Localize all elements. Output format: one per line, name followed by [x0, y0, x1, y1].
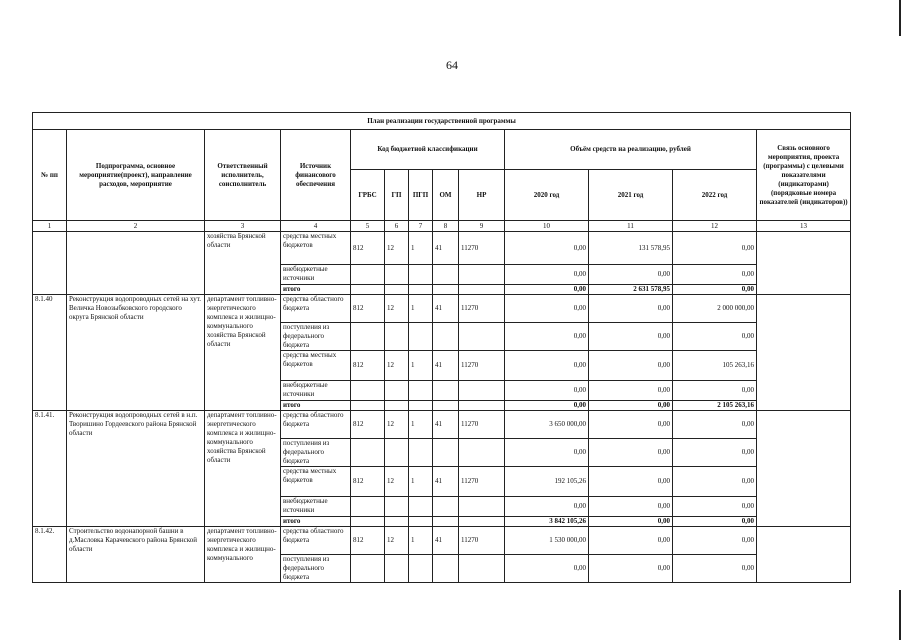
- column-number: 5: [351, 221, 385, 232]
- pgp-code: 1: [409, 527, 433, 555]
- funding-source: внебюджетные источники: [281, 265, 351, 285]
- program-plan-table: [32, 112, 851, 583]
- column-number: 12: [673, 221, 757, 232]
- table-row: [33, 295, 851, 323]
- amount-2022: 0,00: [673, 323, 757, 351]
- amount-2021: 0,00: [589, 555, 673, 583]
- column-number: 8: [433, 221, 459, 232]
- funding-source: средства областного бюджета: [281, 527, 351, 555]
- responsible-cell: департамент топливно-энергетического комплекса и жилищно-коммунального: [205, 527, 281, 583]
- amount-2020: 3 842 105,26: [505, 517, 589, 527]
- header-budget-code: Код бюджетной классификации: [351, 130, 505, 170]
- funding-source: средства местных бюджетов: [281, 351, 351, 381]
- header-grbs: ГРБС: [351, 170, 385, 221]
- om-code: 41: [433, 411, 459, 439]
- column-number: 13: [757, 221, 851, 232]
- nr-code: 11270: [459, 411, 505, 439]
- amount-2021: 2 631 578,95: [589, 285, 673, 295]
- nr-code: 11270: [459, 295, 505, 323]
- item-name: Строительство водонапорной башни в д.Масловка Карачевского района Брянской области: [67, 527, 205, 583]
- table-row: [33, 527, 851, 555]
- responsible-cell: хозяйства Брянской области: [205, 232, 281, 295]
- grbs-code: 812: [351, 411, 385, 439]
- page-number: 64: [446, 58, 458, 72]
- nr-code: 11270: [459, 467, 505, 497]
- plan-title: План реализации государственной программы: [33, 113, 851, 130]
- amount-2021: 0,00: [589, 323, 673, 351]
- header-indicator-link: Связь основного мероприятия, проекта (программы) с целевыми показателями (индикаторами) (порядковые номера показателей (индикаторов)): [757, 130, 851, 221]
- gp-code: 12: [385, 467, 409, 497]
- amount-2022: 0,00: [673, 439, 757, 467]
- amount-2021: 0,00: [589, 497, 673, 517]
- amount-2021: 0,00: [589, 517, 673, 527]
- gp-code: 12: [385, 411, 409, 439]
- column-number: 9: [459, 221, 505, 232]
- header-pgp: ПГП: [409, 170, 433, 221]
- column-number: 10: [505, 221, 589, 232]
- column-number: 4: [281, 221, 351, 232]
- item-number-cell: [33, 232, 67, 295]
- amount-2022: 2 000 000,00: [673, 295, 757, 323]
- amount-2021: 0,00: [589, 439, 673, 467]
- funding-source: средства областного бюджета: [281, 411, 351, 439]
- funding-source: внебюджетные источники: [281, 497, 351, 517]
- indicator-link-cell: [757, 232, 851, 295]
- header-number: № пп: [33, 130, 67, 221]
- funding-source-total: итого: [281, 517, 351, 527]
- funding-source-total: итого: [281, 401, 351, 411]
- column-number: 11: [589, 221, 673, 232]
- gp-code: 12: [385, 232, 409, 265]
- funding-source: поступления из федерального бюджета: [281, 323, 351, 351]
- gp-code: 12: [385, 351, 409, 381]
- pgp-code: 1: [409, 351, 433, 381]
- item-number: 8.1.41.: [33, 411, 67, 527]
- nr-code: 11270: [459, 351, 505, 381]
- responsible-cell: департамент топливно-энергетического комплекса и жилищно-коммунального хозяйства Брянской области: [205, 295, 281, 411]
- column-number-row: [33, 221, 851, 232]
- item-name: Реконструкция водопроводных сетей на хут. Величка Новозыбковского городского округа Брянской области: [67, 295, 205, 411]
- amount-2022: 2 105 263,16: [673, 401, 757, 411]
- item-name-cell: [67, 232, 205, 295]
- amount-2021: 0,00: [589, 467, 673, 497]
- funding-source-total: итого: [281, 285, 351, 295]
- amount-2022: 0,00: [673, 265, 757, 285]
- column-number: 6: [385, 221, 409, 232]
- header-gp: ГП: [385, 170, 409, 221]
- grbs-code: 812: [351, 232, 385, 265]
- amount-2022: 0,00: [673, 285, 757, 295]
- amount-2022: 0,00: [673, 517, 757, 527]
- funding-source: поступления из федерального бюджета: [281, 555, 351, 583]
- header-nr: НР: [459, 170, 505, 221]
- header-funding-source: Источник финансового обеспечения: [281, 130, 351, 221]
- amount-2020: 0,00: [505, 555, 589, 583]
- header-responsible: Ответственный исполнитель, соисполнитель: [205, 130, 281, 221]
- nr-code: 11270: [459, 527, 505, 555]
- amount-2020: 3 650 000,00: [505, 411, 589, 439]
- table-row: [33, 232, 851, 265]
- pgp-code: 1: [409, 467, 433, 497]
- nr-code: 11270: [459, 232, 505, 265]
- table-row: [33, 411, 851, 439]
- amount-2022: 0,00: [673, 232, 757, 265]
- grbs-code: 812: [351, 467, 385, 497]
- indicator-link-cell: [757, 295, 851, 411]
- pgp-code: 1: [409, 411, 433, 439]
- om-code: 41: [433, 295, 459, 323]
- header-subprogram: Подпрограмма, основное мероприятие(проект), направление расходов, мероприятие: [67, 130, 205, 221]
- amount-2021: 0,00: [589, 411, 673, 439]
- gp-code: 12: [385, 527, 409, 555]
- amount-2020: 0,00: [505, 497, 589, 517]
- grbs-code: 812: [351, 351, 385, 381]
- amount-2020: 1 530 000,00: [505, 527, 589, 555]
- amount-2020: 192 105,26: [505, 467, 589, 497]
- pgp-code: 1: [409, 295, 433, 323]
- amount-2021: 0,00: [589, 351, 673, 381]
- item-number: 8.1.40: [33, 295, 67, 411]
- column-number: 1: [33, 221, 67, 232]
- header-year-2022: 2022 год: [673, 170, 757, 221]
- amount-2021: 0,00: [589, 401, 673, 411]
- scan-edge-mark-top: [899, 0, 901, 36]
- om-code: 41: [433, 351, 459, 381]
- scan-edge-mark-bottom: [899, 590, 901, 640]
- funding-source: средства областного бюджета: [281, 295, 351, 323]
- amount-2020: 0,00: [505, 285, 589, 295]
- column-number: 2: [67, 221, 205, 232]
- amount-2021: 131 578,95: [589, 232, 673, 265]
- amount-2020: 0,00: [505, 323, 589, 351]
- amount-2021: 0,00: [589, 295, 673, 323]
- indicator-link-cell: [757, 411, 851, 527]
- amount-2021: 0,00: [589, 381, 673, 401]
- amount-2020: 0,00: [505, 381, 589, 401]
- column-number: 3: [205, 221, 281, 232]
- amount-2020: 0,00: [505, 295, 589, 323]
- amount-2020: 0,00: [505, 439, 589, 467]
- om-code: 41: [433, 467, 459, 497]
- amount-2021: 0,00: [589, 265, 673, 285]
- header-year-2021: 2021 год: [589, 170, 673, 221]
- responsible-cell: департамент топливно-энергетического комплекса и жилищно-коммунального хозяйства Брянской области: [205, 411, 281, 527]
- amount-2021: 0,00: [589, 527, 673, 555]
- gp-code: 12: [385, 295, 409, 323]
- amount-2020: 0,00: [505, 351, 589, 381]
- column-number: 7: [409, 221, 433, 232]
- grbs-code: 812: [351, 527, 385, 555]
- header-om: ОМ: [433, 170, 459, 221]
- amount-2022: 0,00: [673, 555, 757, 583]
- amount-2022: 0,00: [673, 411, 757, 439]
- amount-2022: 105 263,16: [673, 351, 757, 381]
- funding-source: поступления из федерального бюджета: [281, 439, 351, 467]
- om-code: 41: [433, 527, 459, 555]
- item-number: 8.1.42.: [33, 527, 67, 583]
- funding-source: средства местных бюджетов: [281, 232, 351, 265]
- amount-2022: 0,00: [673, 467, 757, 497]
- amount-2022: 0,00: [673, 497, 757, 517]
- grbs-code: 812: [351, 295, 385, 323]
- header-funding-volume: Объём средств на реализацию, рублей: [505, 130, 757, 170]
- amount-2022: 0,00: [673, 527, 757, 555]
- header-year-2020: 2020 год: [505, 170, 589, 221]
- amount-2020: 0,00: [505, 265, 589, 285]
- pgp-code: 1: [409, 232, 433, 265]
- indicator-link-cell: [757, 527, 851, 583]
- funding-source: внебюджетные источники: [281, 381, 351, 401]
- item-name: Реконструкция водопроводных сетей в н.п. Творишино Гордеевского района Брянской области: [67, 411, 205, 527]
- amount-2020: 0,00: [505, 232, 589, 265]
- funding-source: средства местных бюджетов: [281, 467, 351, 497]
- amount-2022: 0,00: [673, 381, 757, 401]
- amount-2020: 0,00: [505, 401, 589, 411]
- om-code: 41: [433, 232, 459, 265]
